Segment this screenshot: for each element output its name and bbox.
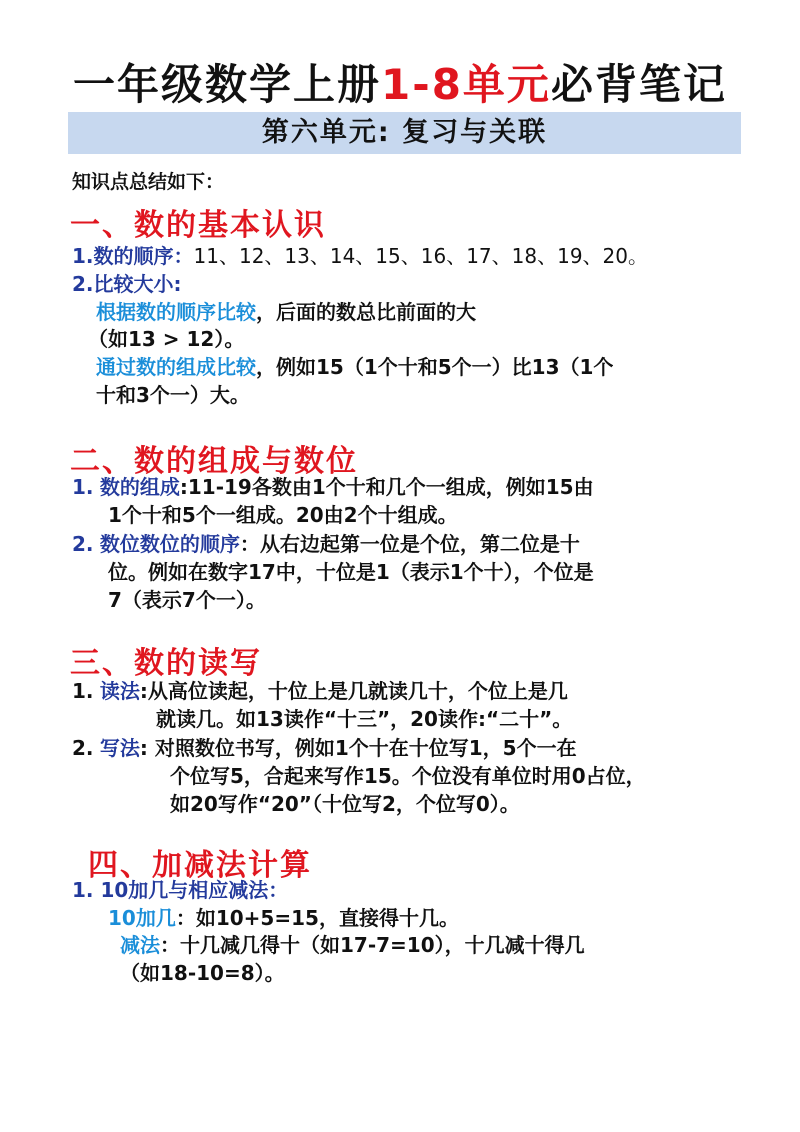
section3-item1-text: :从高位读起，十位上是几就读几十，个位上是几: [139, 679, 568, 703]
section3-item1-label: 读法: [99, 679, 140, 703]
section4-item1-label: 1. 10加几与相应减法：: [72, 878, 289, 902]
section2-heading: 二、数的组成与数位: [70, 444, 358, 479]
section3-item2-cont2: 如20写作“20”（十位写2，个位写0）。: [170, 792, 520, 816]
section1-method2-text: ，例如15（1个十和5个一）比13（1个: [256, 355, 614, 379]
section2-item2-text: ：从右边起第一位是个位，第二位是十: [239, 532, 580, 556]
section1-item1-label: 1.数的顺序：: [72, 244, 194, 268]
section4-add-label: 10加几: [108, 906, 176, 930]
section1-method1-cont: （如13 > 12）。: [88, 327, 245, 351]
section3-item2-cont: 个位写5，合起来写作15。个位没有单位时用0占位，: [170, 764, 646, 788]
title-prefix: 一年级数学上册: [73, 60, 382, 109]
page-title: [0, 52, 800, 112]
unit-subtitle: 第六单元: 复习与关联: [261, 117, 548, 148]
section3-item2-label: 写法: [99, 736, 140, 760]
section4-add: [108, 904, 459, 932]
section1-item2: [72, 270, 182, 298]
section1-method2-cont: 十和3个一）大。: [96, 383, 250, 407]
section2-item2-cont2: 7（表示7个一）。: [108, 588, 266, 612]
section1-method2: [96, 353, 613, 381]
section4-heading: 四、加减法计算: [88, 848, 312, 883]
section2-item2-label: 数位数位的顺序: [99, 532, 240, 556]
section3-item1: [72, 677, 568, 705]
title-highlight: 1-8单元: [381, 60, 551, 109]
section4-sub-cont: （如18-10=8）。: [120, 961, 285, 985]
section2-item2: [72, 530, 580, 558]
section2-item1-text: :11-19各数由1个十和几个一组成，例如15由: [179, 475, 594, 499]
section1-heading: 一、数的基本认识: [70, 208, 326, 243]
section3-item1-num: 1.: [72, 679, 94, 703]
section2-item1-cont: 1个十和5个一组成。20由2个十组成。: [108, 503, 458, 527]
section3-item2-num: 2.: [72, 736, 94, 760]
section1-item2-label: 2.比较大小:: [72, 272, 182, 296]
section2-item1: [72, 473, 594, 501]
section2-item2-num: 2.: [72, 532, 94, 556]
section3-item1-cont: 就读几。如13读作“十三”，20读作:“二十”。: [156, 707, 573, 731]
title-suffix: 必背笔记: [550, 60, 727, 109]
section2-item1-label: 数的组成: [99, 475, 180, 499]
section4-sub: [120, 931, 585, 959]
section4-sub-label: 减法: [120, 933, 160, 957]
section3-item2: [72, 734, 577, 762]
section4-add-text: ：如10+5=15，直接得十几。: [175, 906, 459, 930]
section1-method1: [96, 298, 476, 326]
section1-method1-text: ，后面的数总比前面的大: [256, 300, 476, 324]
section2-item2-cont: 位。例如在数字17中，十位是1（表示1个十），个位是: [108, 560, 594, 584]
section1-item1-text: 11、12、13、14、15、16、17、18、19、20。: [193, 244, 649, 268]
section2-item1-num: 1.: [72, 475, 94, 499]
section1-method1-label: 根据数的顺序比较: [96, 300, 256, 324]
section3-item2-text: : 对照数位书写，例如1个十在十位写1，5个一在: [139, 736, 577, 760]
section3-heading: 三、数的读写: [70, 646, 262, 681]
section1-method2-label: 通过数的组成比较: [96, 355, 256, 379]
intro-text: 知识点总结如下：: [72, 171, 225, 193]
section1-item1: [72, 242, 648, 270]
section4-sub-text: ：十几减几得十（如17-7=10），十几减十得几: [160, 933, 585, 957]
